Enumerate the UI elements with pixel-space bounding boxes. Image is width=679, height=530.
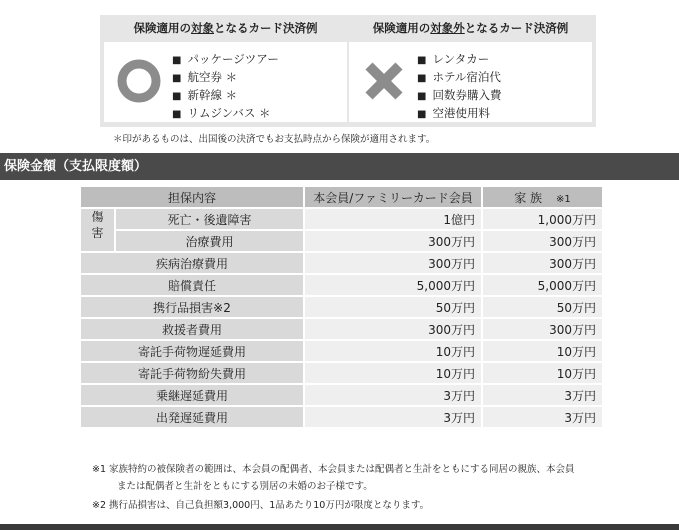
- row-label: 携行品損害※2: [81, 297, 303, 317]
- member-value: 10万円: [305, 341, 481, 361]
- header-member: 本会員/ファミリーカード会員: [305, 187, 481, 207]
- family-value: 300万円: [483, 253, 602, 273]
- list-item: ■ 新幹線 ＊: [172, 87, 279, 105]
- list-item: ■ 航空券 ＊: [172, 69, 279, 87]
- row-label: 治療費用: [116, 231, 303, 251]
- footnote-2: ※2 携行品損害は、自己負担額3,000円、1品あたり10万円が限度となります。: [92, 500, 430, 511]
- list-item: ■ 空港使用料: [417, 105, 501, 123]
- member-value: 300万円: [305, 231, 481, 251]
- member-value: 5,000万円: [305, 275, 481, 295]
- circle-icon: [114, 56, 164, 106]
- table-row: [81, 231, 602, 251]
- list-item: ■ レンタカー: [417, 51, 501, 69]
- bottom-divider: [0, 524, 679, 530]
- coverage-note: ＊印があるものは、出国後の決済でもお支払時点から保険が適用されます。: [113, 134, 436, 145]
- member-value: 10万円: [305, 363, 481, 383]
- list-item: ■ ホテル宿泊代: [417, 69, 501, 87]
- member-value: 3万円: [305, 385, 481, 405]
- row-label: 乗継遅延費用: [81, 385, 303, 405]
- list-item: ■ パッケージツアー: [172, 51, 279, 69]
- table-header-row: [81, 187, 602, 207]
- member-value: 1億円: [305, 209, 481, 229]
- member-value: 50万円: [305, 297, 481, 317]
- row-label: 賠償責任: [81, 275, 303, 295]
- family-value: 50万円: [483, 297, 602, 317]
- table-row: [81, 341, 602, 361]
- member-value: 300万円: [305, 253, 481, 273]
- section-title: 保険金額（支払限度額）: [0, 153, 679, 180]
- table-row: [81, 319, 602, 339]
- footnote-1-line-1: ※1 家族特約の被保険者の範囲は、本会員の配偶者、本会員または配偶者と生計をともにする同居の親族、本会員: [92, 464, 575, 475]
- row-label: 疾病治療費用: [81, 253, 303, 273]
- row-label: 出発遅延費用: [81, 407, 303, 427]
- family-value: 10万円: [483, 341, 602, 361]
- family-value: 10万円: [483, 363, 602, 383]
- footnote-1-line-2: または配偶者と生計をともにする別居の未婚のお子様です。: [117, 481, 373, 492]
- covered-title: 保険適用の対象となるカード決済例: [133, 21, 318, 35]
- covered-examples: [104, 15, 347, 127]
- group-label-injury: 傷害: [81, 209, 114, 251]
- list-item: ■ リムジンバス ＊: [172, 105, 279, 123]
- table-row: [81, 407, 602, 427]
- row-label: 寄託手荷物紛失費用: [81, 363, 303, 383]
- cross-icon: [359, 56, 409, 106]
- member-value: 300万円: [305, 319, 481, 339]
- row-label: 救援者費用: [81, 319, 303, 339]
- covered-list: [172, 51, 279, 123]
- not-covered-examples: [349, 15, 592, 127]
- table-row: [81, 209, 602, 229]
- header-family: 家 族 ※1: [483, 187, 602, 207]
- not-covered-title: 保険適用の対象外となるカード決済例: [372, 21, 569, 35]
- family-value: 3万円: [483, 385, 602, 405]
- table-row: [81, 275, 602, 295]
- family-value: 300万円: [483, 231, 602, 251]
- coverage-table: [79, 185, 604, 429]
- list-item: ■ 回数券購入費: [417, 87, 501, 105]
- coverage-examples-box: [100, 15, 596, 127]
- row-label: 死亡・後遺障害: [116, 209, 303, 229]
- table-row: [81, 363, 602, 383]
- family-value: 5,000万円: [483, 275, 602, 295]
- family-value: 3万円: [483, 407, 602, 427]
- header-coverage: 担保内容: [81, 187, 303, 207]
- not-covered-list: [417, 51, 501, 123]
- table-row: [81, 297, 602, 317]
- table-row: [81, 385, 602, 405]
- family-value: 300万円: [483, 319, 602, 339]
- row-label: 寄託手荷物遅延費用: [81, 341, 303, 361]
- family-value: 1,000万円: [483, 209, 602, 229]
- table-row: [81, 253, 602, 273]
- member-value: 3万円: [305, 407, 481, 427]
